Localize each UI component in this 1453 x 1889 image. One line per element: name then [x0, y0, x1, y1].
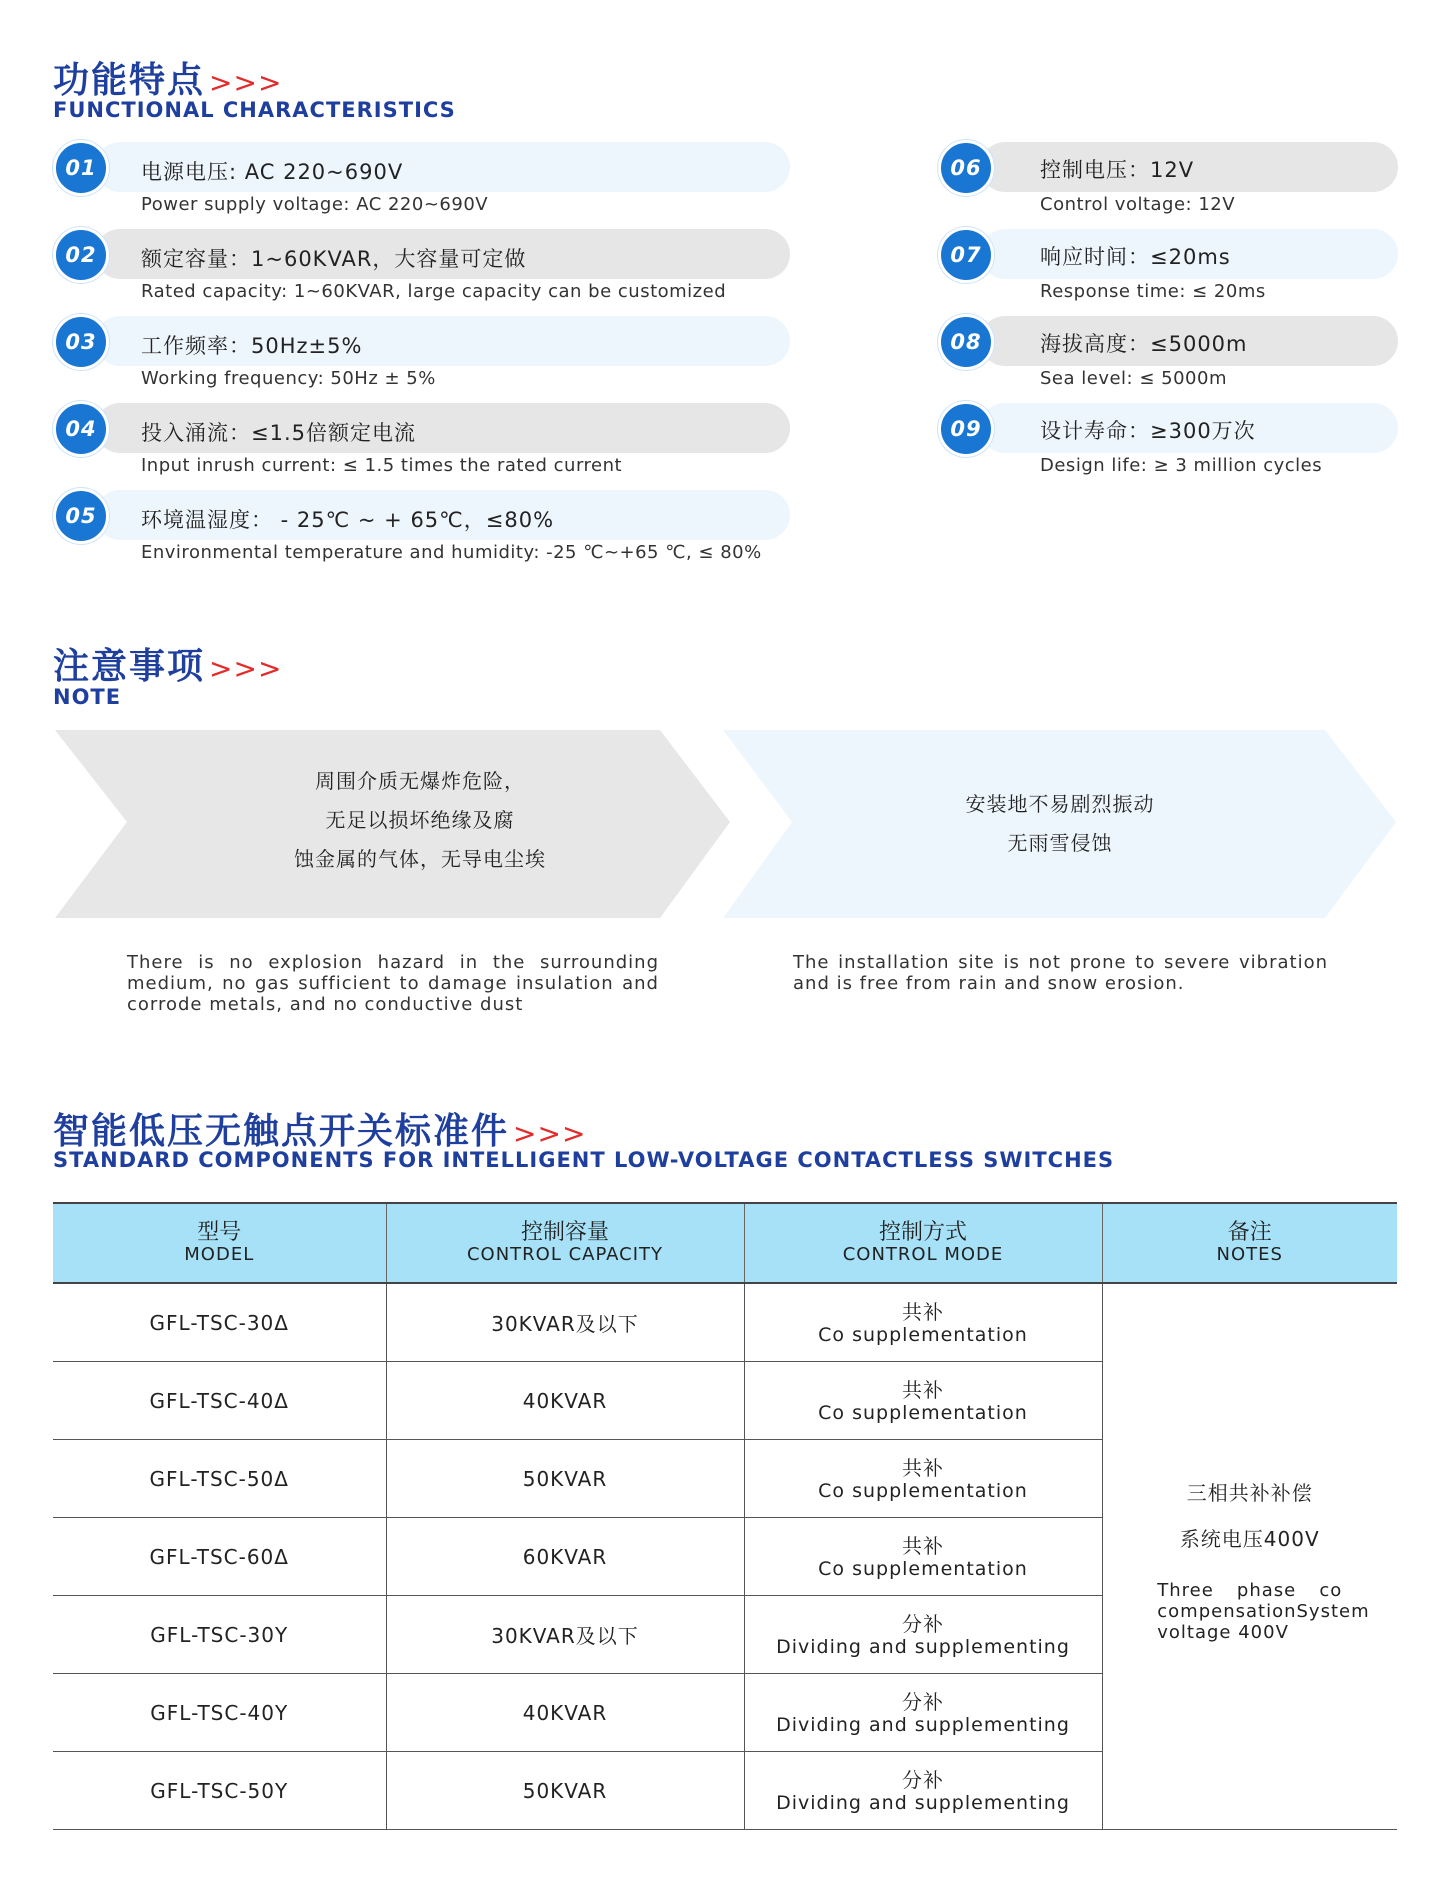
cell-mode: 分补 Dividing and supplementing [744, 1674, 1102, 1752]
table-row [53, 1283, 1397, 1362]
cell-model: GFL-TSC-60Δ [53, 1518, 386, 1596]
feature-en: Environmental temperature and humidity: -25 ℃~+65 ℃, ≤ 80% [141, 542, 762, 563]
header-mode: 控制方式 CONTROL MODE [744, 1203, 1102, 1283]
feature-en: Working frequency: 50Hz ± 5% [141, 368, 436, 389]
note-subtitle: NOTE [53, 685, 122, 709]
components-table [53, 1202, 1397, 1830]
feature-en: Sea level: ≤ 5000m [1040, 368, 1227, 389]
cell-mode: 共补 Co supplementation [744, 1440, 1102, 1518]
note-right-cn: 安装地不易剧烈振动 无雨雪侵蚀 [965, 792, 1155, 855]
cell-model: GFL-TSC-40Y [53, 1674, 386, 1752]
header-model: 型号 MODEL [53, 1203, 386, 1283]
number-badge-06: 06 [938, 140, 994, 196]
feature-cn: 额定容量：1~60KVAR，大容量可定做 [141, 247, 527, 271]
number-badge-02: 02 [53, 227, 109, 283]
number-badge-05: 05 [53, 488, 109, 544]
title-arrows: >>> [209, 66, 283, 99]
number-badge-09: 09 [938, 401, 994, 457]
table-header-row [53, 1203, 1397, 1283]
title-arrows: >>> [209, 652, 283, 685]
cell-model: GFL-TSC-30Δ [53, 1283, 386, 1362]
cell-capacity: 50KVAR [386, 1440, 744, 1518]
cell-mode: 共补 Co supplementation [744, 1362, 1102, 1440]
cell-capacity: 50KVAR [386, 1752, 744, 1830]
feature-cn: 海拔高度：≤5000m [1040, 332, 1248, 356]
feature-en: Input inrush current: ≤ 1.5 times the rated current [141, 455, 623, 476]
cell-model: GFL-TSC-50Y [53, 1752, 386, 1830]
note-left-en: There is no explosion hazard in the surrounding medium, no gas sufficient to damage insulation and corrode metals, and no conductive dust [127, 952, 659, 1015]
feature-en: Rated capacity: 1~60KVAR, large capacity can be customized [141, 281, 727, 302]
cell-capacity: 40KVAR [386, 1362, 744, 1440]
header-notes: 备注 NOTES [1102, 1203, 1397, 1283]
cell-mode: 共补 Co supplementation [744, 1518, 1102, 1596]
cell-model: GFL-TSC-50Δ [53, 1440, 386, 1518]
feature-en: Response time: ≤ 20ms [1040, 281, 1266, 302]
feature-cn: 工作频率：50Hz±5% [141, 334, 363, 358]
feature-cn: 环境温湿度： - 25℃ ~ + 65℃，≤80% [141, 508, 555, 532]
header-capacity: 控制容量 CONTROL CAPACITY [386, 1203, 744, 1283]
feature-en: Control voltage: 12V [1040, 194, 1236, 215]
number-badge-03: 03 [53, 314, 109, 370]
title-arrows: >>> [513, 1117, 587, 1150]
feature-cn: 设计寿命：≥300万次 [1040, 419, 1256, 443]
number-badge-04: 04 [53, 401, 109, 457]
feature-cn: 控制电压：12V [1040, 158, 1195, 182]
cell-model: GFL-TSC-40Δ [53, 1362, 386, 1440]
cell-capacity: 30KVAR及以下 [386, 1596, 744, 1674]
cell-mode: 分补 Dividing and supplementing [744, 1752, 1102, 1830]
note-title: 注意事项 >>> [53, 646, 283, 687]
number-badge-07: 07 [938, 227, 994, 283]
standard-title: 智能低压无触点开关标准件 >>> [53, 1111, 587, 1152]
number-badge-08: 08 [938, 314, 994, 370]
feature-cn: 响应时间：≤20ms [1040, 245, 1231, 269]
feature-en: Design life: ≥ 3 million cycles [1040, 455, 1323, 476]
cell-notes: 三相共补补偿 系统电压400V Three phase co compensationSystem voltage 400V [1102, 1283, 1397, 1830]
note-right-en: The installation site is not prone to severe vibration and is free from rain and snow erosion. [793, 952, 1328, 994]
cell-capacity: 40KVAR [386, 1674, 744, 1752]
cell-capacity: 30KVAR及以下 [386, 1283, 744, 1362]
cell-capacity: 60KVAR [386, 1518, 744, 1596]
functional-subtitle: FUNCTIONAL CHARACTERISTICS [53, 98, 456, 122]
feature-cn: 投入涌流：≤1.5倍额定电流 [141, 421, 416, 445]
functional-title: 功能特点 >>> [53, 60, 283, 101]
cell-model: GFL-TSC-30Y [53, 1596, 386, 1674]
feature-en: Power supply voltage: AC 220~690V [141, 194, 489, 215]
cell-mode: 分补 Dividing and supplementing [744, 1596, 1102, 1674]
number-badge-01: 01 [53, 140, 109, 196]
feature-cn: 电源电压: AC 220~690V [141, 160, 404, 184]
standard-subtitle: STANDARD COMPONENTS FOR INTELLIGENT LOW-VOLTAGE CONTACTLESS SWITCHES [53, 1148, 1115, 1172]
note-left-cn: 周围介质无爆炸危险， 无足以损坏绝缘及腐 蚀金属的气体，无导电尘埃 [294, 769, 546, 871]
cell-mode: 共补 Co supplementation [744, 1283, 1102, 1362]
